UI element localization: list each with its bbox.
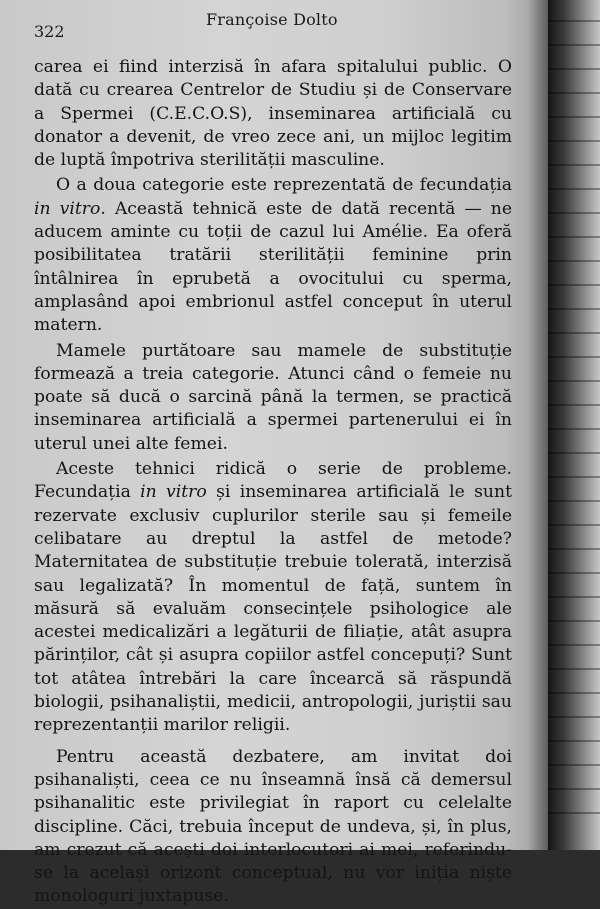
facing-page-line bbox=[548, 788, 600, 790]
facing-page-line bbox=[548, 476, 600, 478]
text-run: carea ei fiind interzisă în afara spitalului public. O dată cu crearea Centrelor de Studiu și de Conservare a Spermei (C.E.C.O.S), inseminarea artificială cu donator a devenit, de vreo zece ani, un mijloc legitim de luptă împotriva sterilității masculine. bbox=[34, 57, 512, 171]
facing-page-line bbox=[548, 44, 600, 46]
paragraph-1 bbox=[34, 56, 512, 172]
text-run: Aceste tehnici ridică o serie de probleme. Fecundația bbox=[34, 459, 512, 503]
facing-page-line bbox=[548, 668, 600, 670]
facing-page-line bbox=[548, 188, 600, 190]
facing-page-line bbox=[548, 644, 600, 646]
text-run: O a doua categorie este reprezentată de fecundația bbox=[56, 175, 512, 196]
facing-page-line bbox=[548, 212, 600, 214]
facing-page-line bbox=[548, 380, 600, 382]
page-header bbox=[0, 10, 548, 40]
facing-page-line bbox=[548, 404, 600, 406]
facing-page-line bbox=[548, 68, 600, 70]
facing-page-edge bbox=[548, 0, 600, 850]
facing-page-line bbox=[548, 140, 600, 142]
facing-page-line bbox=[548, 116, 600, 118]
facing-page-line bbox=[548, 716, 600, 718]
facing-page-line bbox=[548, 620, 600, 622]
body-text bbox=[34, 56, 512, 909]
facing-page-line bbox=[548, 452, 600, 454]
running-head: Françoise Dolto bbox=[206, 10, 338, 29]
facing-page-line bbox=[548, 428, 600, 430]
text-run: Pentru această dezbatere, am invitat doi psihanaliști, ceea ce nu înseamnă însă că demersul psihanalitic este privilegiat în raport cu celelalte discipline. Căci, trebuia început de undeva, și, în plus, am crezut că acești doi interlocutori ai mei, referindu-se la același orizont conceptual, nu vor iniția niște monologuri juxtapuse. bbox=[34, 746, 512, 907]
facing-page-line bbox=[548, 692, 600, 694]
facing-page-line bbox=[548, 500, 600, 502]
facing-page-line bbox=[548, 164, 600, 166]
facing-page-line bbox=[548, 764, 600, 766]
paragraph-5 bbox=[34, 746, 512, 909]
paragraph-4 bbox=[34, 458, 512, 738]
facing-page-line bbox=[548, 92, 600, 94]
facing-page-line bbox=[548, 812, 600, 814]
facing-page-line bbox=[548, 260, 600, 262]
page-number: 322 bbox=[34, 22, 65, 41]
facing-page-line bbox=[548, 308, 600, 310]
facing-page-line bbox=[548, 572, 600, 574]
text-run: . Această tehnică este de dată recentă — ne aducem aminte cu toții de cazul lui Amélie. Ea oferă posibilitatea tratării sterilității feminine prin întâlnirea în eprubetă a ovocitului cu sperma, amplasând apoi embrionul astfel conceput în uterul matern. bbox=[34, 198, 512, 336]
text-run: Mamele purtătoare sau mamele de substituție formează a treia categorie. Atunci când o femeie nu poate să ducă o sarcină până la termen, se practică inseminarea artificială a spermei partenerului ei în uterul unei alte femei. bbox=[34, 340, 512, 454]
italic-term: in vitro bbox=[34, 198, 101, 219]
facing-page-line bbox=[548, 740, 600, 742]
text-run: și inseminarea artificială le sunt rezervate exclusiv cuplurilor sterile sau și femeile celibatare au dreptul la astfel de metode? Maternitatea de substituție trebuie tolerată, interzisă sau legalizată? În momentul de față, suntem în măsură să evaluăm consecințele psihologice ale acestei medicalizări a legăturii de filiație, atât asupra părinților, cât și asupra copiilor astfel concepuți? Sunt tot atâtea întrebări la care încearcă să răspundă biologii, psihanaliștii, medicii, antropologii, juriștii sau reprezentanții marilor religii. bbox=[34, 482, 512, 736]
facing-page-line bbox=[548, 524, 600, 526]
facing-page-line bbox=[548, 236, 600, 238]
facing-page-line bbox=[548, 284, 600, 286]
facing-page-line bbox=[548, 20, 600, 22]
facing-page-line bbox=[548, 548, 600, 550]
facing-page-line bbox=[548, 332, 600, 334]
paragraph-2 bbox=[34, 174, 512, 337]
facing-page-line bbox=[548, 356, 600, 358]
facing-page-line bbox=[548, 596, 600, 598]
italic-term: in vitro bbox=[140, 482, 207, 503]
paragraph-3 bbox=[34, 340, 512, 456]
